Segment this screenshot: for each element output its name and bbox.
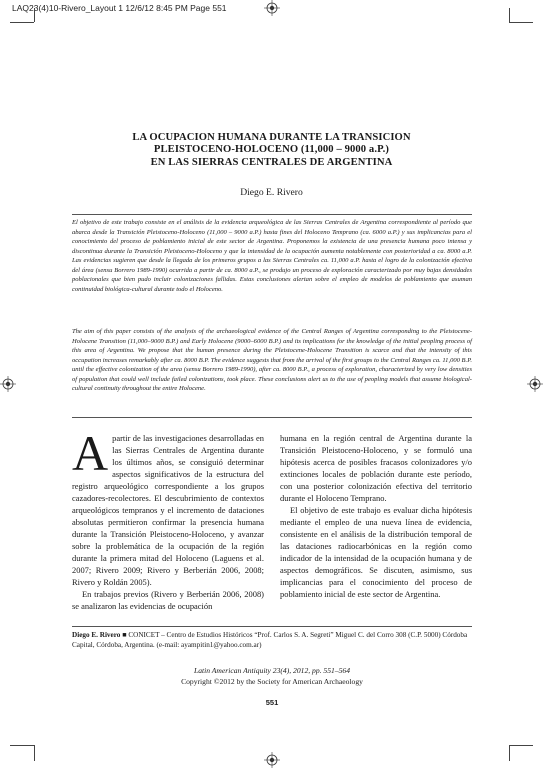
title-line: LA OCUPACION HUMANA DURANTE LA TRANSICION <box>132 132 411 143</box>
body-paragraph: En trabajos previos (Rivero y Berberián 2006, 2008) se analizaron las evidencias de ocupación <box>72 589 264 611</box>
abstract-spanish: El objetivo de este trabajo consiste en el análisis de la evidencia arqueológica de las Sierras Centrales de Argentina correspondiente al período que abarca desde la Transición Pleistoceno-Holoceno (11,000 – 9000 a.P.) hasta fines del Holoceno Temprano (ca. 6000 a.P.) y sus implicancias para el conocimiento del proceso de poblamiento inicial de este sector de Argentina. Proponemos la existencia de una presencia humana poco intensa y discontinua durante la Transición Pleistoceno-Holoceno y que la intensidad de la ocupación aumenta notablemente con posterioridad a ca. 8000 a.P. Las evidencias sugieren que desde la llegada de los primeros grupos a las Sierras Centrales ca. 11,000 a.P. hasta el logro de la colonización efectiva del área (sensu Borrero 1989-1990) ocurrida a partir de ca. 8000 a.P., se produjo un proceso de exploración caracterizado por muy bajas densidades poblacionales que bien pudo incluir colonizaciones fallidas. Estas conclusiones alertan sobre el empleo de modelos de poblamiento que asuman continuidad biológica-cultural durante todo el Holoceno. <box>72 219 472 293</box>
registration-mark-top-icon <box>264 0 280 16</box>
crop-mark <box>10 745 34 746</box>
square-bullet-icon: ■ <box>122 631 127 639</box>
affiliation-name: Diego E. Rivero <box>72 631 121 639</box>
footnote-rule <box>72 626 472 627</box>
article-title <box>60 132 483 169</box>
body-column-left <box>72 425 264 612</box>
abstract-rule-bottom <box>72 417 472 418</box>
author-affiliation <box>72 630 472 650</box>
body-paragraph: El objetivo de este trabajo es evaluar dicha hipótesis mediante el empleo de una nueva línea de evidencia, consistente en el análisis de la distribución temporal de las dataciones radiocarbónicas en la región como indicador de la intensidad de la ocupación humana y de aspectos demográficos. Se discuten, asimismo, sus implicancias para el conocimiento del proceso de poblamiento inicial de este sector de Argentina. <box>280 505 472 599</box>
abstract-rule-top <box>72 214 472 215</box>
copyright-notice: Copyright ©2012 by the Society for American Archaeology <box>181 676 363 686</box>
body-text: partir de las investigaciones desarrolladas en las Sierras Centrales de Argentina durante los últimos años, se consiguió determinar aspectos significativos de la estructura del registro arqueológico correspondiente a los grupos cazadores-recolectores. El descubrimiento de contextos arqueológicos tempranos y el incremento de dataciones absolutas permitieron confirmar la presencia humana durante la Transición Pleistoceno-Holoceno, y avanzar sobre la problemática de la ocupación de la región durante la primera mitad del Holoceno (Laguens et al. 2007; Rivero 2009; Rivero y Berberián 2006, 2008; Rivero y Roldán 2005). <box>72 433 264 587</box>
abstract-english: The aim of this paper consists of the analysis of the archaeological evidence of the Central Ranges of Argentina corresponding to the Pleistocene-Holocene Transition (11,000–9000 B.P.) and Early Holocene (9000–6000 B.P.) and its implications for the knowledge of the initial peopling process of this area of Argentina. We propose that the human presence during the Pleistocene-Holocene Transition is scarce and that the intensity of this occupation increases remarkably after ca. 8000 B.P. The evidence suggests that from the arrival of the first groups to the Central Ranges ca. 11,000 B.P. until the effective colonization of the area (sensu Borrero 1989-1990), after ca. 8000 B.P., a process of exploration, characterized by very low densities of population that could well include failed colonizations, took place. These conclusions alert us to the use of peopling models that assume biological-cultural continuity throughout the entire Holocene. <box>72 328 472 392</box>
page-number: 551 <box>265 698 279 707</box>
print-slug: LAQ23(4)10-Rivero_Layout 1 12/6/12 8:45 PM Page 551 <box>12 3 227 13</box>
journal-citation: Latin American Antiquity 23(4), 2012, pp. 551–564 <box>193 666 351 675</box>
crop-mark <box>34 745 35 761</box>
registration-mark-bottom-icon <box>264 752 280 768</box>
crop-mark <box>509 22 533 23</box>
author-name: Diego E. Rivero <box>240 187 303 198</box>
drop-cap: A <box>72 425 109 481</box>
journal-info <box>72 666 472 687</box>
crop-mark <box>509 745 510 761</box>
body-paragraph: humana en la región central de Argentina durante la Transición Pleistoceno-Holoceno, y se formuló una hipótesis acerca de posibles fracasos colonizadores y/o extinciones locales de población durante este período, con una posterior colonización efectiva del territorio durante el Holoceno Temprano. <box>280 433 472 503</box>
registration-mark-left-icon <box>0 376 16 392</box>
registration-mark-right-icon <box>527 376 543 392</box>
crop-mark <box>34 8 35 22</box>
title-line: EN LAS SIERRAS CENTRALES DE ARGENTINA <box>150 156 393 168</box>
crop-mark <box>509 745 533 746</box>
crop-mark <box>509 8 510 22</box>
crop-mark <box>10 22 34 23</box>
title-line: PLEISTOCENO-HOLOCENO (11,000 – 9000 a.P.) <box>153 144 390 156</box>
body-paragraph <box>72 425 264 588</box>
body-column-right <box>280 432 472 600</box>
affiliation-text: CONICET – Centro de Estudios Históricos “Prof. Carlos S. A. Segreti” Miguel C. del Corro 308 (C.P. 5000) Córdoba Capital, Córdoba, Argentina. (e-mail: ayampitin1@yahoo.com.ar) <box>72 631 468 649</box>
